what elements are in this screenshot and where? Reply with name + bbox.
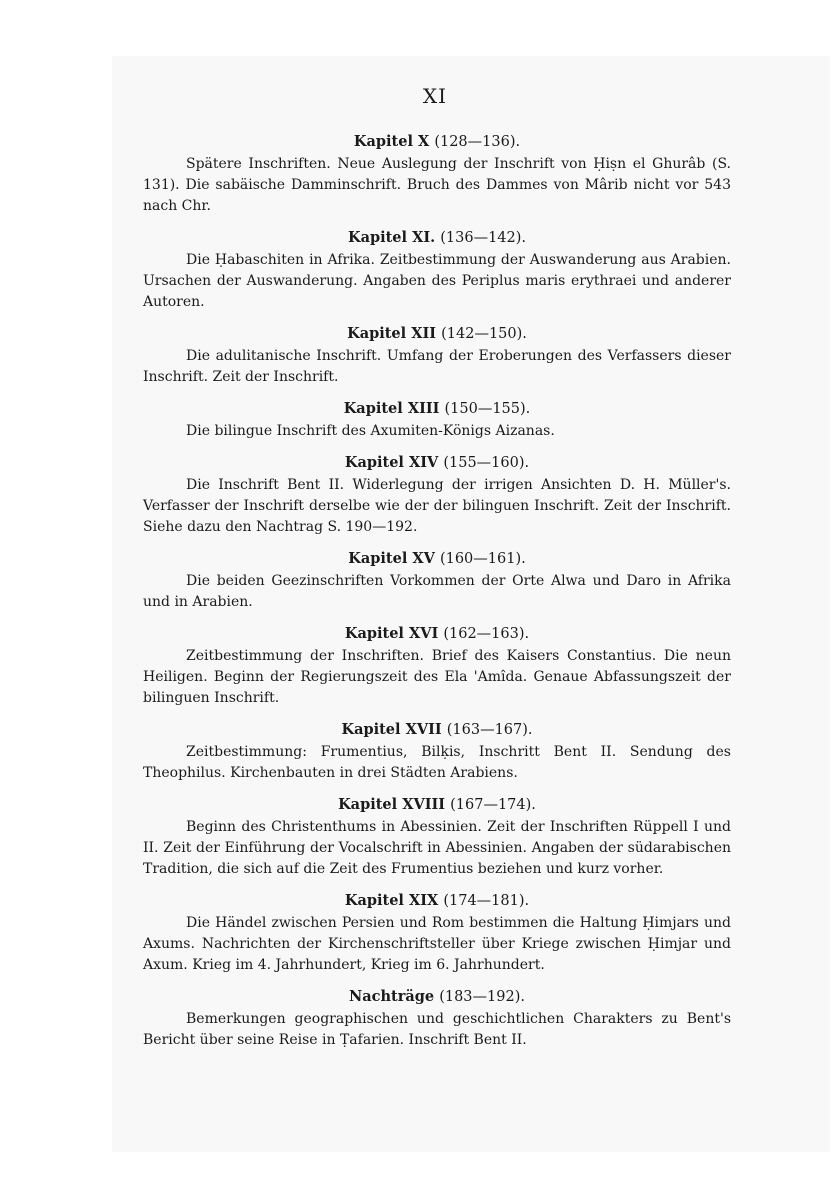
chapter-heading (143, 399, 731, 419)
chapter-title: Kapitel XI. (347, 229, 436, 246)
chapter-title: Kapitel XVI (344, 625, 439, 642)
chapter-pages: (162—163). (443, 626, 530, 642)
chapter-heading (143, 624, 731, 644)
chapter-summary: Zeitbestimmung: Frumentius, Bilḳis, Inschritt Bent II. Sendung des Theophilus. Kirchenbauten in drei Städten Arabiens. (143, 744, 731, 781)
chapter-pages: (142—150). (441, 326, 527, 342)
chapter-title: Kapitel XIX (344, 892, 439, 909)
chapter-xiii (143, 399, 731, 442)
chapter-xix (143, 891, 731, 976)
chapter-heading (143, 891, 731, 911)
chapter-xvi (143, 624, 731, 709)
chapter-pages: (136—142). (440, 230, 527, 246)
page-number: XI (422, 84, 448, 108)
chapter-heading (143, 795, 731, 815)
chapter-summary: Die Inschrift Bent II. Widerlegung der irrigen Ansichten D. H. Müller's. Verfasser der Inschrift derselbe wie der der bilinguen Inschrift. Zeit der Inschrift. Siehe dazu den Nachtrag S. 190—192. (143, 477, 731, 535)
chapter-heading (143, 549, 731, 569)
chapter-summary: Die beiden Geezinschriften Vorkommen der Orte Alwa und Daro in Afrika und in Arabien. (143, 573, 731, 610)
chapter-summary: Die Händel zwischen Persien und Rom bestimmen die Haltung Ḥimjars und Axums. Nachrichten der Kirchenschriftsteller über Kriege zwischen Ḥimjar und Axum. Krieg im 4. Jahrhundert, Krieg im 6. Jahrhundert. (143, 915, 731, 973)
chapter-summary: Die bilingue Inschrift des Axumiten-Königs Aizanas. (186, 423, 555, 439)
chapter-xviii (143, 795, 731, 880)
chapter-pages: (155—160). (443, 455, 530, 471)
chapter-heading (143, 228, 731, 248)
chapter-pages: (160—161). (439, 551, 526, 567)
chapter-heading (143, 132, 731, 152)
chapter-xi (143, 228, 731, 313)
chapter-heading (143, 324, 731, 344)
chapter-heading (143, 720, 731, 740)
chapter-xvii (143, 720, 731, 784)
chapter-summary: Bemerkungen geographischen und geschichtlichen Charakters zu Bent's Bericht über seine Reise in Ṭafarien. Inschrift Bent II. (143, 1011, 731, 1048)
chapter-pages: (167—174). (450, 797, 536, 813)
chapter-summary: Die Ḥabaschiten in Afrika. Zeitbestimmung der Auswanderung aus Arabien. Ursachen der Auswanderung. Angaben des Periplus maris erythraei und anderer Autoren. (143, 252, 731, 310)
chapter-nachtraege (143, 987, 731, 1051)
chapter-summary: Beginn des Christenthums in Abessinien. Zeit der Inschriften Rüppell I und II. Zeit der Einführung der Vocalschrift in Abessinien. Angaben der südarabischen Tradition, die sich auf die Zeit des Frumentius beziehen und kurz vorher. (143, 819, 731, 877)
chapter-title: Kapitel X (353, 133, 430, 150)
chapter-title: Kapitel XIV (344, 454, 439, 471)
chapter-pages: (174—181). (443, 893, 530, 909)
chapter-title: Kapitel XVII (341, 721, 442, 738)
chapter-summary: Zeitbestimmung der Inschriften. Brief des Kaisers Constantius. Die neun Heiligen. Beginn der Regierungszeit des Ela 'Amîda. Genaue Abfassungszeit der bilinguen Inschrift. (143, 648, 731, 706)
chapter-title: Nachträge (349, 988, 435, 1005)
chapter-xv (143, 549, 731, 613)
table-of-contents (143, 132, 731, 1062)
chapter-pages: (150—155). (444, 401, 531, 417)
chapter-summary: Die adulitanische Inschrift. Umfang der Eroberungen des Verfassers dieser Inschrift. Zeit der Inschrift. (143, 348, 731, 385)
chapter-heading (143, 453, 731, 473)
chapter-title: Kapitel XVIII (338, 796, 446, 813)
chapter-title: Kapitel XII (347, 325, 437, 342)
chapter-title: Kapitel XV (348, 550, 435, 567)
chapter-heading (143, 987, 731, 1007)
chapter-summary: Spätere Inschriften. Neue Auslegung der Inschrift von Ḥiṣn el Ghurâb (S. 131). Die sabäische Damminschrift. Bruch des Dammes von Mârib nicht vor 543 nach Chr. (143, 156, 731, 214)
chapter-xiv (143, 453, 731, 538)
chapter-pages: (183—192). (439, 989, 525, 1005)
chapter-xii (143, 324, 731, 388)
chapter-pages: (163—167). (446, 722, 533, 738)
chapter-pages: (128—136). (434, 134, 521, 150)
chapter-title: Kapitel XIII (343, 400, 440, 417)
chapter-x (143, 132, 731, 217)
